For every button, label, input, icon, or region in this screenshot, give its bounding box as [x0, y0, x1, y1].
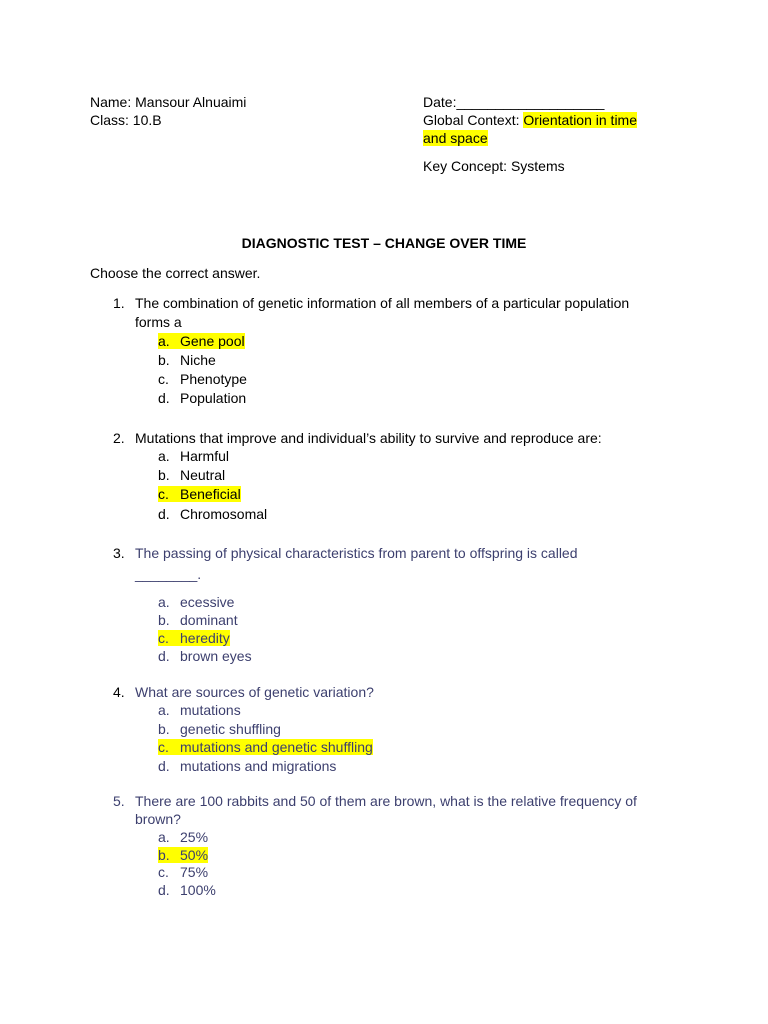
option-letter: c.	[158, 630, 169, 646]
option-a	[158, 594, 234, 611]
option-b	[158, 467, 225, 484]
question-number: 1.	[113, 295, 125, 311]
option-text: dominant	[180, 612, 238, 628]
global-context	[423, 112, 637, 129]
option-text: mutations and genetic shuffling	[180, 739, 373, 755]
global-context-line2	[423, 130, 488, 147]
option-d	[158, 882, 216, 899]
question-text: Mutations that improve and individual’s ability to survive and reproduce are:	[135, 430, 602, 446]
option-text: mutations and migrations	[180, 758, 337, 774]
option-text: heredity	[180, 630, 230, 646]
option-letter: d.	[158, 506, 170, 522]
question-text-cont: ________.	[135, 566, 202, 582]
global-context-label: Global Context:	[423, 112, 524, 128]
option-letter: b.	[158, 847, 170, 863]
option-text: ecessive	[180, 594, 235, 610]
question-text: There are 100 rabbits and 50 of them are brown, what is the relative frequency of	[135, 793, 637, 809]
option-d	[158, 648, 252, 665]
option-text: Chromosomal	[180, 506, 268, 522]
option-a	[158, 448, 229, 465]
option-letter: c.	[158, 739, 169, 755]
question-number: 4.	[113, 684, 125, 700]
question-number: 2.	[113, 430, 125, 446]
option-letter: a.	[158, 829, 170, 845]
option-text: brown eyes	[180, 648, 252, 664]
option-letter: c.	[158, 371, 169, 387]
global-context-value-cont: and space	[423, 130, 488, 146]
global-context-value: Orientation in time	[523, 112, 637, 128]
option-b	[158, 847, 208, 864]
option-d	[158, 758, 336, 775]
option-letter: c.	[158, 864, 169, 880]
option-letter: d.	[158, 882, 170, 898]
question-text-cont: forms a	[135, 314, 182, 330]
question-number: 5.	[113, 793, 125, 809]
option-letter: a.	[158, 448, 170, 464]
option-a	[158, 829, 208, 846]
question-text: The combination of genetic information of all members of a particular population	[135, 295, 630, 311]
option-c	[158, 864, 208, 881]
option-c	[158, 371, 247, 388]
question-text: What are sources of genetic variation?	[135, 684, 374, 700]
option-letter: a.	[158, 594, 170, 610]
option-text: Niche	[180, 352, 216, 368]
option-b	[158, 352, 216, 369]
option-c	[158, 630, 230, 647]
option-a	[158, 702, 241, 719]
option-text: genetic shuffling	[180, 721, 281, 737]
option-text: 100%	[180, 882, 216, 898]
option-letter: b.	[158, 612, 170, 628]
option-text: Neutral	[180, 467, 226, 483]
option-b	[158, 612, 238, 629]
option-b	[158, 721, 281, 738]
student-name: Name: Mansour Alnuaimi	[90, 94, 247, 110]
option-letter: b.	[158, 352, 170, 368]
option-letter: d.	[158, 758, 170, 774]
page-title: DIAGNOSTIC TEST – CHANGE OVER TIME	[241, 235, 527, 251]
option-letter: d.	[158, 390, 170, 406]
option-d	[158, 390, 246, 407]
option-c	[158, 486, 241, 503]
question-text-cont: brown?	[135, 811, 181, 827]
option-letter: b.	[158, 721, 170, 737]
question-text: The passing of physical characteristics from parent to offspring is called	[135, 545, 578, 561]
option-text: 50%	[180, 847, 209, 863]
option-text: 25%	[180, 829, 209, 845]
option-c	[158, 739, 373, 756]
option-letter: b.	[158, 467, 170, 483]
option-letter: d.	[158, 648, 170, 664]
option-text: Harmful	[180, 448, 230, 464]
option-a	[158, 333, 245, 350]
question-number: 3.	[113, 545, 125, 561]
option-text: mutations	[180, 702, 241, 718]
option-letter: c.	[158, 486, 169, 502]
key-concept: Key Concept: Systems	[423, 158, 565, 174]
option-d	[158, 506, 267, 523]
option-text: Gene pool	[180, 333, 245, 349]
student-class: Class: 10.B	[90, 112, 162, 128]
option-text: 75%	[180, 864, 209, 880]
option-letter: a.	[158, 702, 170, 718]
date-field: Date:___________________	[423, 94, 605, 110]
option-text: Population	[180, 390, 247, 406]
instructions: Choose the correct answer.	[90, 265, 261, 281]
option-letter: a.	[158, 333, 170, 349]
option-text: Beneficial	[180, 486, 241, 502]
option-text: Phenotype	[180, 371, 247, 387]
